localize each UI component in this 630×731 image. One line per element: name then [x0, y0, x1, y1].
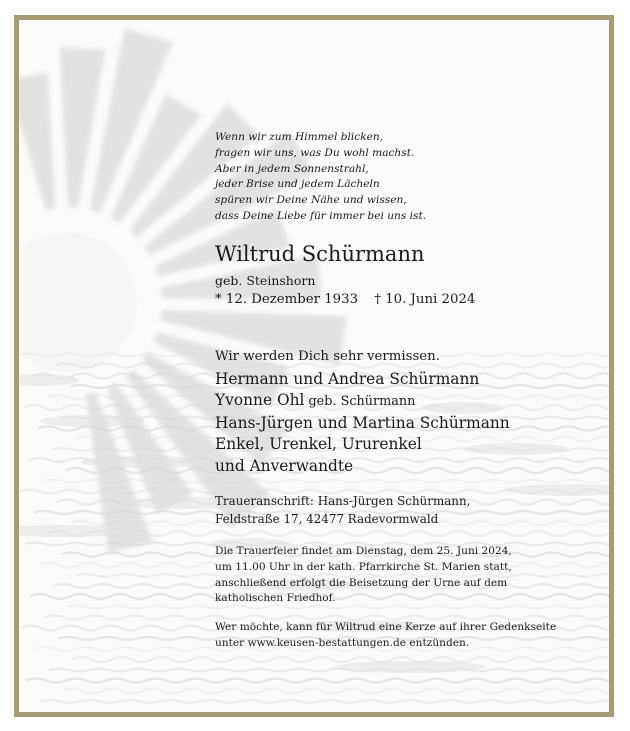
poem-line: Wenn wir zum Himmel blicken,	[215, 131, 384, 143]
sun-ray	[19, 73, 56, 210]
death-date: † 10. Juni 2024	[374, 292, 476, 307]
birth-name: geb. Steinshorn	[215, 273, 316, 288]
mourners-intro: Wir werden Dich sehr vermissen.	[215, 349, 440, 364]
sea-shade	[19, 374, 79, 386]
birth-date: * 12. Dezember 1933	[215, 292, 359, 307]
poem-line: jeder Brise und jedem Lächeln	[215, 178, 380, 191]
mourner-line: Hans-Jürgen und Martina Schürmann	[215, 413, 510, 432]
mourner-line: und Anverwandte	[215, 456, 354, 475]
sea-shade	[40, 415, 144, 427]
candle-line: Wer möchte, kann für Wiltrud eine Kerze auf ihrer Gedenkseite	[215, 621, 557, 633]
ceremony-info	[215, 544, 512, 607]
deceased-name: Wiltrud Schürmann	[215, 242, 425, 266]
address-line: Feldstraße 17, 42477 Radevormwald	[215, 512, 439, 527]
ceremony-line: um 11.00 Uhr in der kath. Pfarrkirche St. Marien statt,	[215, 560, 512, 573]
mourner-line: Enkel, Urenkel, Ururenkel	[215, 435, 422, 454]
candle-line: unter www.keusen-bestattungen.de entzünden.	[215, 636, 470, 649]
sea-shade	[81, 456, 209, 468]
ceremony-line: katholischen Friedhof.	[215, 592, 336, 605]
candle-info	[215, 620, 556, 652]
mourner-line	[215, 390, 510, 412]
mourner-birth-name: geb. Schürmann	[304, 394, 416, 410]
poem-line: fragen wir uns, was Du wohl machst.	[215, 146, 415, 159]
poem-line: dass Deine Liebe für immer bei uns ist.	[215, 209, 427, 222]
mourners-list	[215, 369, 510, 477]
life-dates	[215, 292, 475, 307]
sun-shape	[19, 232, 137, 372]
mourner-line: Hermann und Andrea Schürmann	[215, 370, 480, 388]
mourning-address	[215, 492, 470, 529]
ceremony-line: anschließend erfolgt die Beisetzung der Urne auf dem	[215, 576, 508, 589]
poem	[215, 130, 426, 225]
address-line: Traueranschrift: Hans-Jürgen Schürmann,	[215, 494, 471, 508]
obituary-frame	[14, 15, 614, 717]
mourner-name: Yvonne Ohl	[215, 391, 305, 410]
ceremony-line: Die Trauerfeier findet am Dienstag, dem 25. Juni 2024,	[215, 545, 512, 557]
obituary-text	[215, 20, 605, 712]
poem-line: spüren wir Deine Nähe und wissen,	[215, 194, 407, 207]
poem-line: Aber in jedem Sonnenstrahl,	[215, 162, 369, 175]
